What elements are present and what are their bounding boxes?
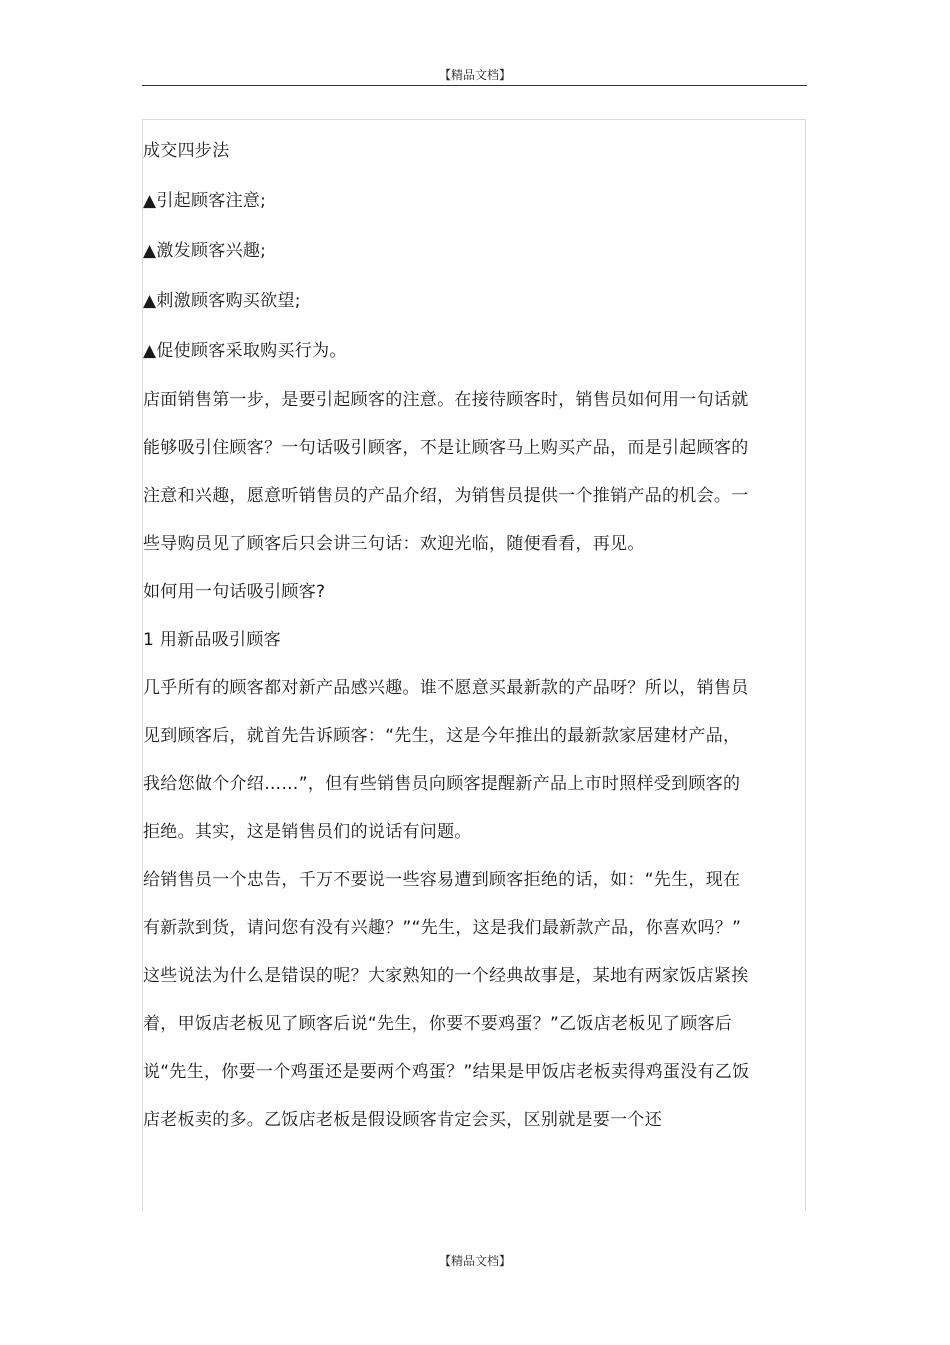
paragraph-story: 这些说法为什么是错误的呢？大家熟知的一个经典故事是，某地有两家饭店紧挨着，甲饭店老板见了顾客后说“先生，你要不要鸡蛋？”乙饭店老板见了顾客后说“先生，你要一个鸡蛋还是要两个鸡蛋？”结果是甲饭店老板卖得鸡蛋没有乙饭店老板卖的多。乙饭店老板是假设顾客肯定会买，区别就是要一个还 — [143, 966, 750, 1130]
subheading-question: 如何用一句话吸引顾客? — [143, 582, 326, 602]
header-divider — [142, 85, 807, 86]
document-body — [143, 126, 755, 1144]
step-item-1: ▲引起顾客注意; — [143, 191, 267, 211]
page-footer-label: 【精品文档】 — [438, 1254, 511, 1268]
page-header-label: 【精品文档】 — [438, 68, 511, 82]
step-item-3: ▲刺激顾客购买欲望; — [143, 291, 301, 311]
section-title: 成交四步法 — [143, 141, 230, 161]
paragraph-new-product: 几乎所有的顾客都对新产品感兴趣。谁不愿意买最新款的产品呀？所以，销售员见到顾客后，就首先告诉顾客：“先生，这是今年推出的最新款家居建材产品，我给您做个介绍……”，但有些销售员向顾客提醒新产品上市时照样受到顾客的拒绝。其实，这是销售员们的说话有问题。 — [143, 678, 749, 842]
subheading-new-product: 1 用新品吸引顾客 — [143, 630, 281, 650]
paragraph-advice: 给销售员一个忠告，千万不要说一些容易遭到顾客拒绝的话，如：“先生，现在有新款到货，请问您有没有兴趣？”“先生，这是我们最新款产品，你喜欢吗？” — [143, 870, 742, 938]
paragraph-intro: 店面销售第一步，是要引起顾客的注意。在接待顾客时，销售员如何用一句话就能够吸引住顾客？一句话吸引顾客，不是让顾客马上购买产品，而是引起顾客的注意和兴趣，愿意听销售员的产品介绍，为销售员提供一个推销产品的机会。一些导购员见了顾客后只会讲三句话：欢迎光临，随便看看，再见。 — [143, 390, 749, 554]
step-item-4: ▲促使顾客采取购买行为。 — [143, 341, 347, 361]
step-item-2: ▲激发顾客兴趣; — [143, 241, 267, 261]
